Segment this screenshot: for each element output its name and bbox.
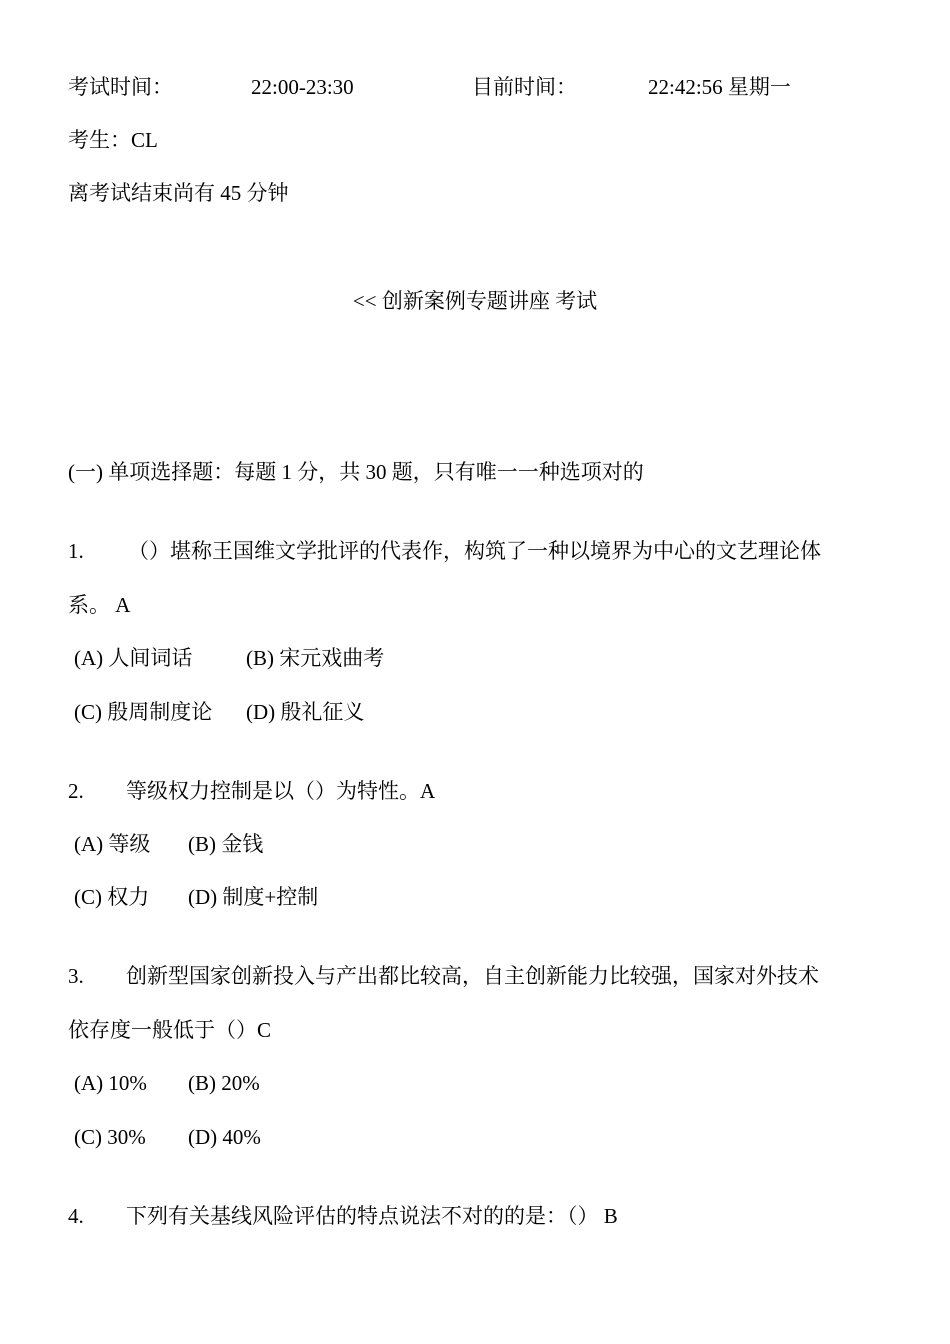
- question-number: 2.: [68, 779, 84, 803]
- option-b: (B) 20%: [188, 1071, 260, 1095]
- option-d: (D) 40%: [188, 1125, 261, 1149]
- current-time-label: 目前时间：: [472, 75, 577, 99]
- option-a: (A) 10%: [74, 1071, 147, 1095]
- question-text: 等级权力控制是以（）为特性。A: [126, 779, 436, 803]
- question-text-continued: 系。 A: [68, 593, 131, 617]
- question-text: 下列有关基线风险评估的特点说法不对的的是：（） B: [126, 1204, 618, 1228]
- option-d: (D) 制度+控制: [188, 885, 319, 909]
- question-number: 4.: [68, 1204, 84, 1228]
- current-time-value: 22:42:56 星期一: [648, 75, 791, 99]
- option-a: (A) 人间词话: [74, 646, 193, 670]
- section-heading: (一) 单项选择题：每题 1 分，共 30 题，只有唯一一种选项对的: [68, 460, 644, 484]
- option-c: (C) 权力: [74, 885, 150, 909]
- exam-time-value: 22:00-23:30: [251, 75, 354, 99]
- question-number: 3.: [68, 964, 84, 988]
- question-text-continued: 依存度一般低于（）C: [68, 1018, 272, 1042]
- option-a: (A) 等级: [74, 832, 151, 856]
- question-text: 创新型国家创新投入与产出都比较高，自主创新能力比较强，国家对外技术: [126, 964, 819, 988]
- option-b: (B) 金钱: [188, 832, 264, 856]
- question-text: （）堪称王国维文学批评的代表作，构筑了一种以境界为中心的文艺理论体: [128, 539, 821, 563]
- option-c: (C) 殷周制度论: [74, 700, 213, 724]
- exam-title: << 创新案例专题讲座 考试: [352, 289, 598, 313]
- question-number: 1.: [68, 539, 84, 563]
- exam-time-label: 考试时间：: [68, 75, 173, 99]
- option-c: (C) 30%: [74, 1125, 146, 1149]
- option-b: (B) 宋元戏曲考: [246, 646, 385, 670]
- candidate-name: 考生：CL: [68, 128, 158, 152]
- remaining-time: 离考试结束尚有 45 分钟: [68, 181, 289, 205]
- option-d: (D) 殷礼征义: [246, 700, 365, 724]
